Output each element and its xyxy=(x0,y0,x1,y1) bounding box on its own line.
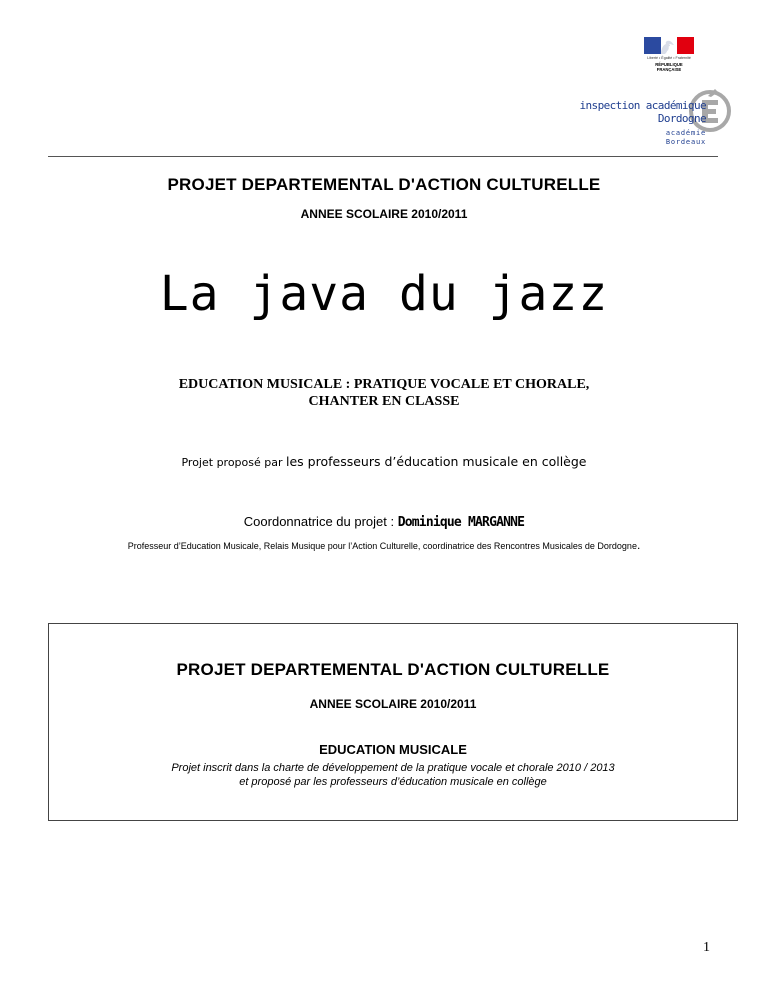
republique-francaise-logo xyxy=(644,37,694,73)
coordinator-role-period: . xyxy=(636,538,641,552)
project-subtitle xyxy=(0,376,768,410)
page-number: 1 xyxy=(703,940,710,955)
summary-box xyxy=(48,623,738,821)
proposed-by xyxy=(0,454,768,469)
bordeaux-label: Bordeaux xyxy=(665,138,706,146)
dordogne-label: Dordogne xyxy=(657,112,706,125)
coordinator-label: Coordonnatrice du projet : xyxy=(243,514,398,529)
marianne-icon xyxy=(657,40,675,54)
subtitle-line-2: CHANTER EN CLASSE xyxy=(308,394,460,409)
academie-label: académie xyxy=(665,129,706,137)
header-divider xyxy=(48,156,718,157)
republique-motto: Liberté • Égalité • Fraternité xyxy=(647,56,691,60)
republique-name: RÉPUBLIQUE FRANÇAISE xyxy=(655,62,683,72)
inspection-academique-logo xyxy=(579,82,738,150)
box-charte xyxy=(49,761,737,789)
coordinator-role xyxy=(0,538,768,552)
proposed-teachers: les professeurs d’éducation musicale en collège xyxy=(286,454,587,469)
proposed-prefix: Projet proposé par xyxy=(181,456,283,469)
charte-line-1: Projet inscrit dans la charte de développement de la pratique vocale et chorale 2010 / 2013 xyxy=(171,762,615,774)
charte-line-2: et proposé par les professeurs d’éducation musicale en collège xyxy=(239,776,547,788)
project-title: La java du jazz xyxy=(159,266,609,322)
flag-red-band xyxy=(677,37,694,54)
box-school-year: ANNEE SCOLAIRE 2010/2011 xyxy=(309,697,477,711)
coordinator-role-text: Professeur d’Education Musicale, Relais Musique pour l’Action Culturelle, coordinatrice des Rencontres Musicales de Dordogne xyxy=(127,541,637,551)
box-subject: EDUCATION MUSICALE xyxy=(319,742,467,757)
coordinator xyxy=(0,514,768,530)
tricolor-flag xyxy=(644,37,694,54)
subtitle-line-1: EDUCATION MUSICALE : PRATIQUE VOCALE ET CHORALE, xyxy=(178,377,590,392)
page-title: PROJET DEPARTEMENTAL D'ACTION CULTURELLE xyxy=(167,175,601,194)
school-year: ANNEE SCOLAIRE 2010/2011 xyxy=(300,207,468,221)
inspection-label: inspection académique xyxy=(579,99,706,112)
coordinator-name: Dominique MARGANNE xyxy=(397,515,525,530)
box-title: PROJET DEPARTEMENTAL D'ACTION CULTURELLE xyxy=(176,660,610,679)
